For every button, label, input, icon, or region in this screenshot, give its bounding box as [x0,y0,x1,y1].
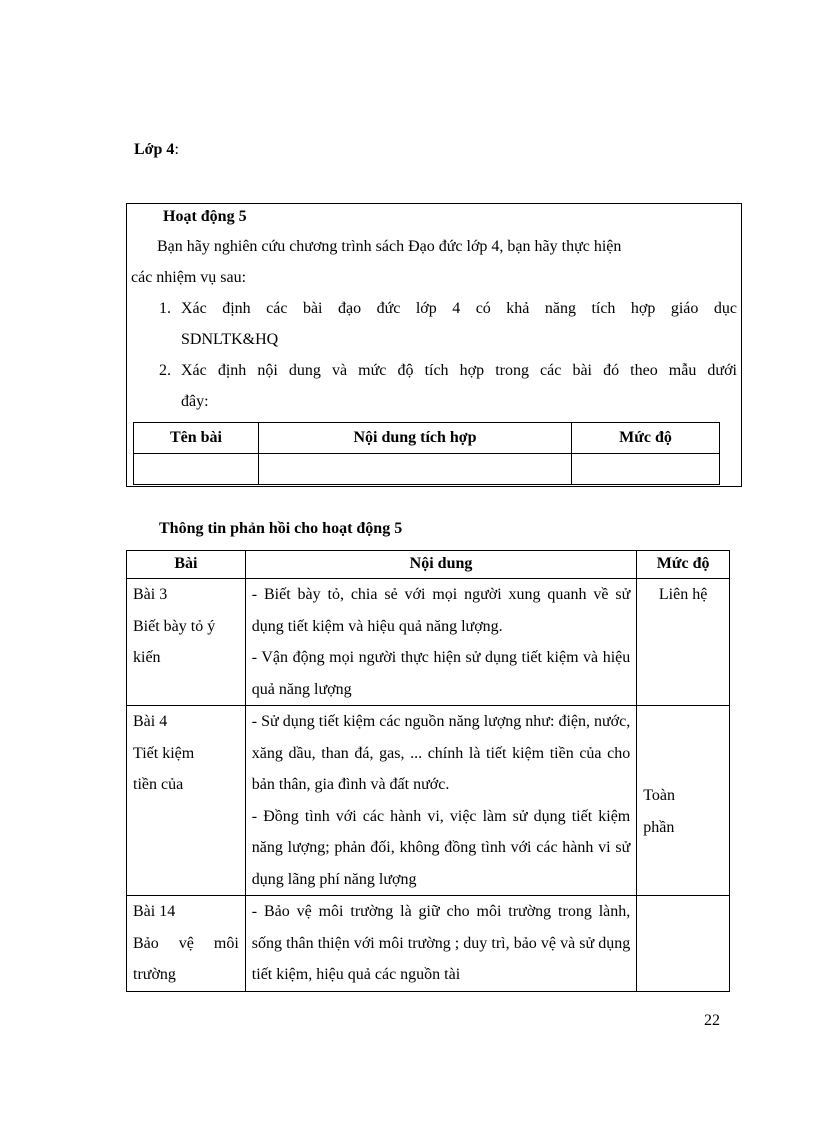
content-item: - Đồng tình với các hành vi, việc làm sử dụng tiết kiệm năng lượng; phản đối, không đồng tình với các hành vi sử dụng lãng phí năng lượng [251,807,631,888]
level-cell [637,706,730,896]
lesson-cell [127,579,246,706]
task-table-header-row [134,423,720,454]
activity-intro-line2: các nhiệm vụ sau: [131,269,247,286]
table-row [127,706,730,896]
task-template-table [133,422,720,485]
content-item: - Biết bày tỏ, chia sẻ với mọi người xung quanh về sử dụng tiết kiệm và hiệu quả năng lượng. [251,586,631,635]
header-level: Mức độ [637,551,730,579]
lesson-number: Bài 14 [133,903,176,920]
task-1-line1: Xác định các bài đạo đức lớp 4 có khả năng tích hợp giáo dục [181,300,737,317]
feedback-title: Thông tin phản hồi cho hoạt động 5 [159,520,403,537]
heading-colon: : [174,141,179,158]
task-2-line1: Xác định nội dung và mức độ tích hợp trong các bài đó theo mẫu dưới [181,362,737,379]
header-integrated-content: Nội dung tích hợp [259,423,572,454]
task-table-empty-row [134,454,720,485]
content-item: - Vận động mọi người thực hiện sử dụng tiết kiệm và hiệu quả năng lượng [251,649,631,698]
grade-label: Lớp 4 [134,141,175,158]
section-heading [134,141,179,159]
task-number-2: 2. [159,362,171,379]
lesson-number: Bài 3 [133,586,168,603]
feedback-table [126,550,730,992]
empty-cell [572,454,720,485]
content-item: - Sử dụng tiết kiệm các nguồn năng lượng như: điện, nước, xăng dầu, than đá, gas, ... chính là tiết kiệm tiền của cho bản thân, gia đình và đất nước. [251,713,631,793]
content-cell [245,579,636,706]
empty-cell [134,454,259,485]
header-level: Mức độ [572,423,720,454]
table-row [127,896,730,992]
feedback-header-row [127,551,730,579]
content-item: - Bảo vệ môi trường là giữ cho môi trường trong lành, sống thân thiện với môi trường ; duy trì, bảo vệ và sử dụng tiết kiệm, hiệu quả các nguồn tài [251,903,631,983]
header-lesson-name: Tên bài [134,423,259,454]
content-cell [245,896,636,992]
table-row [127,579,730,706]
page-number: 22 [704,1012,720,1029]
task-2-line2: đây: [181,393,209,410]
lesson-name: Biết bày tỏ ý kiến [133,617,216,666]
lesson-name: Tiết kiệm tiền của [133,744,195,793]
content-cell [245,706,636,896]
header-content: Nội dung [245,551,636,579]
activity-title: Hoạt động 5 [163,208,247,225]
header-lesson: Bài [127,551,246,579]
lesson-cell [127,706,246,896]
task-number-1: 1. [159,300,171,317]
empty-cell [259,454,572,485]
lesson-cell [127,896,246,992]
level-cell: Liên hệ [637,579,730,706]
lesson-name: Bảo vệ môi trường [133,934,239,983]
lesson-number: Bài 4 [133,713,168,730]
level-text: Toàn phần [643,787,676,836]
activity-intro-line1: Bạn hãy nghiên cứu chương trình sách Đạo đức lớp 4, bạn hãy thực hiện [157,238,622,255]
task-1-line2: SDNLTK&HQ [181,331,279,348]
level-cell [637,896,730,992]
activity-box [126,203,742,487]
